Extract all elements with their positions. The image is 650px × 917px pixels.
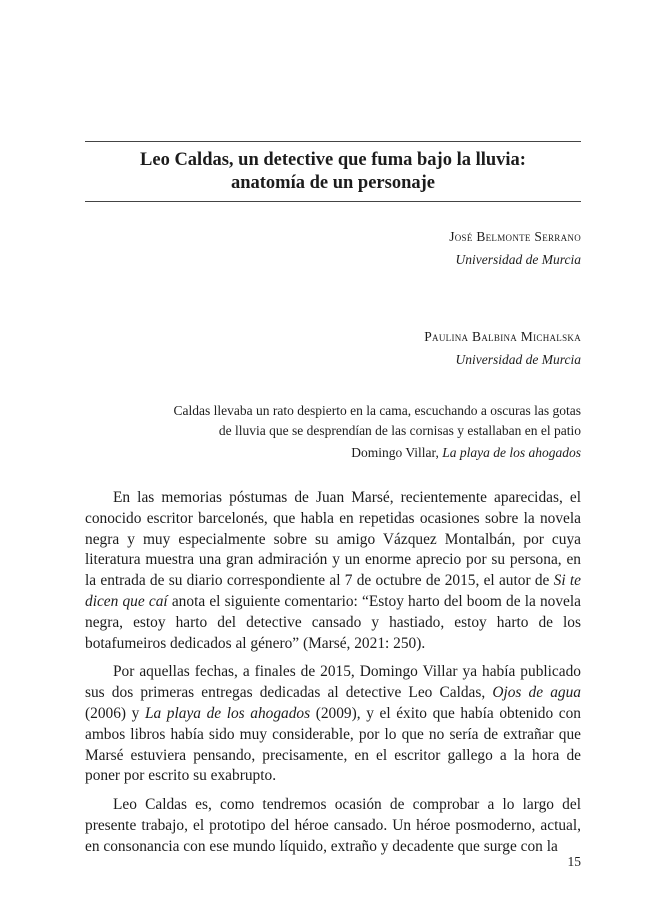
epigraph-source [174, 443, 581, 463]
epigraph-line-2: de lluvia que se desprendían de las cornisas y estallaban en el patio [218, 422, 581, 438]
paragraph-text: Leo Caldas es, como tendremos ocasión de comprobar a lo largo del presente trabajo, el prototipo del héroe cansado. Un héroe posmoderno, actual, en consonancia con ese mundo líquido, extraño y decadente que surge con la [85, 796, 581, 855]
page-number: 15 [567, 854, 581, 869]
body-text [85, 488, 581, 866]
author-name: José Belmonte Serrano [449, 229, 581, 244]
paragraph-text: anota el siguiente comentario: “Estoy harto del boom de la novela negra, estoy harto del detective cansado y hastiado, estoy harto de los botafumeiros dedicados al género” (Marsé, 2021: 250). [85, 592, 581, 652]
book-title: La playa de los ahogados [144, 704, 311, 722]
paragraph-2 [85, 662, 581, 787]
title-line-2: anatomía de un personaje [230, 173, 436, 193]
author-affiliation: Universidad de Murcia [455, 352, 581, 367]
author-name: Paulina Balbina Michalska [424, 329, 581, 344]
epigraph-line-1: Caldas llevaba un rato despierto en la cama, escuchando a oscuras las gotas [173, 403, 581, 418]
author-block-1 [449, 229, 581, 268]
paragraph-text: En las memorias póstumas de Juan Marsé, recientemente aparecidas, el conocido escritor barcelonés, que habla en repetidas ocasiones sobre la novela negra y muy especialmente sobre su amigo Vázquez Montalbán, por cuya literatura muestra una gran admiración y un enorme aprecio por su persona, en la entrada de su diario correspondiente al 7 de octubre de 2015, el autor de [85, 489, 581, 590]
title-rule-top [85, 141, 581, 142]
article-title [85, 149, 581, 195]
paragraph-text: Por aquellas fechas, a finales de 2015, Domingo Villar ya había publicado sus dos primeras entregas dedicadas al detective Leo Caldas, [85, 663, 581, 702]
book-title: Si te dicen que caí [85, 572, 581, 610]
epigraph-source-author: Domingo Villar, [351, 445, 443, 460]
paragraph-1 [85, 488, 581, 654]
epigraph [174, 401, 581, 463]
author-affiliation: Universidad de Murcia [455, 252, 581, 267]
paragraph-text: (2006) y [85, 704, 145, 722]
paragraph-text: (2009), y el éxito que había obtenido con ambos libros había sido muy considerable, por lo que no sería de extrañar que Marsé estuviera pensando, precisamente, en el escritor gallego a la hora de poner por escrito su exabrupto. [85, 704, 581, 785]
paragraph-3 [85, 795, 581, 857]
epigraph-source-title: La playa de los ahogados [442, 445, 581, 460]
author-block-2 [424, 329, 581, 368]
title-line-1: Leo Caldas, un detective que fuma bajo la lluvia: [140, 150, 526, 170]
book-title: Ojos de agua [492, 684, 581, 702]
title-rule-bottom [85, 201, 581, 202]
